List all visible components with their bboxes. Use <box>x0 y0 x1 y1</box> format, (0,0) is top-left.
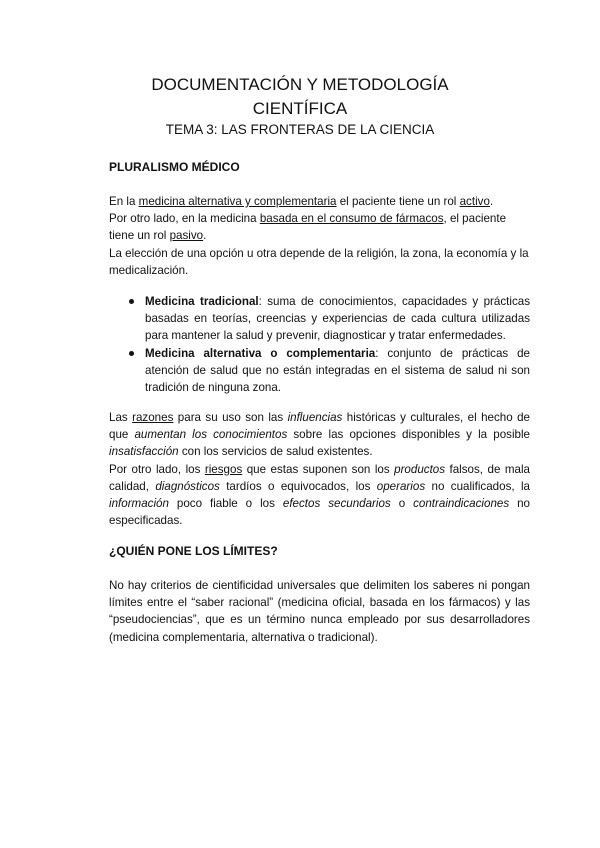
section-heading-pluralismo: PLURALISMO MÉDICO <box>109 160 240 174</box>
paragraph-reasons: Las razones para su uso son las influencias históricas y culturales, el hecho de que aumentan los conocimientos sobre las opciones disponibles y la posible insatisfacción con los servicios de salud existentes. <box>109 411 530 459</box>
document-subtitle: TEMA 3: LAS FRONTERAS DE LA CIENCIA <box>165 122 435 137</box>
list-item: Medicina tradicional: suma de conocimientos, capacidades y prácticas basadas en teorías, creencias y experiencias de cada cultura utilizadas para mantener la salud y prevenir, diagnosticar y tratar enfermedades. <box>109 293 530 345</box>
reasons-risks-paragraphs <box>109 409 530 529</box>
paragraph-limits: No hay criterios de cientificidad universales que delimiten los saberes ni pongan límites entre el “saber racional” (medicina oficial, basada en los fármacos) y las “pseudociencias”, que es un término nunca empleado por sus desarrolladores (medicina complementaria, alternativa o tradicional). <box>109 579 530 644</box>
section-heading-limites: ¿QUIÉN PONE LOS LÍMITES? <box>109 544 278 558</box>
list-item: Medicina alternativa o complementaria: conjunto de prácticas de atención de salud que no están integradas en el sistema de salud ni son tradición de ninguna zona. <box>109 345 530 397</box>
medicine-types-list <box>109 293 530 396</box>
title-line-2: CIENTÍFICA <box>252 99 348 118</box>
bullet-icon <box>129 299 134 304</box>
title-line-1: DOCUMENTACIÓN Y METODOLOGÍA <box>151 75 449 94</box>
paragraph-pharma: Por otro lado, en la medicina basada en el consumo de fármacos, el paciente tiene un rol pasivo. <box>109 212 507 243</box>
paragraph-choice: La elección de una opción u otra depende de la religión, la zona, la economía y la medicalización. <box>109 246 529 277</box>
document-title <box>60 73 540 121</box>
bullet-icon <box>129 351 134 356</box>
intro-paragraphs <box>109 193 530 279</box>
paragraph-alternative: En la medicina alternativa y complementaria el paciente tiene un rol activo. <box>109 195 494 208</box>
limits-paragraph-block <box>109 577 530 646</box>
paragraph-risks: Por otro lado, los riesgos que estas suponen son los productos falsos, de mala calidad, diagnósticos tardíos o equivocados, los operarios no cualificados, la información poco fiable o los efectos secundarios o contraindicaciones no especificadas. <box>109 462 531 528</box>
